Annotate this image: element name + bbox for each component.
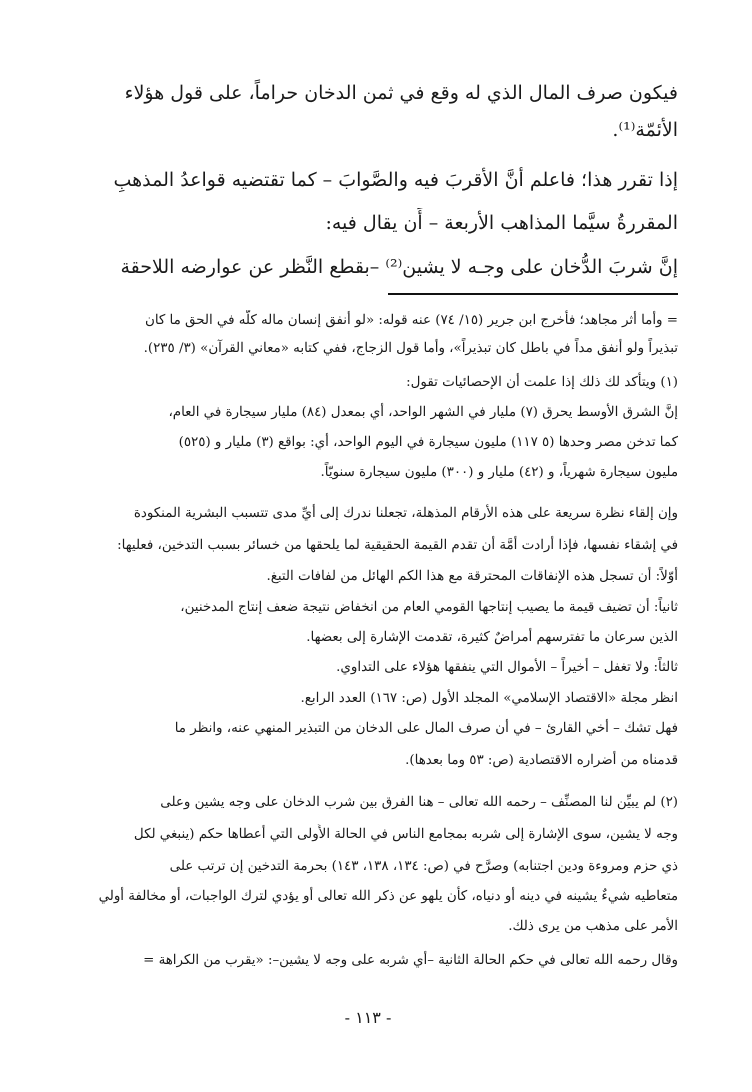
footnote-line: الذين سرعان ما تفترسهم أمراضٌ كثيرة، تقدمت الإشارة إلى بعضها. (306, 630, 678, 645)
footnote-line: الأمر على مذهب من يرى ذلك. (508, 919, 678, 934)
page-number: - ١١٣ - (344, 1008, 392, 1027)
footnote-line: (١) ويتأكد لك ذلك إذا علمت أن الإحصائيات تقول: (406, 375, 678, 390)
footnote-line: قدمناه من أضراره الاقتصادية (ص: ٥٣ وما بعدها). (405, 753, 678, 768)
main-text-line-5: إنَّ شربَ الدُّخان على وجـه لا يشين⁽²⁾ –بقطع النَّظر عن عوارضه اللاحقة (120, 256, 678, 278)
main-text-line-1: فيكون صرف المال الذي له وقع في ثمن الدخان حراماً، على قول هؤلاء (124, 82, 678, 104)
footnote-line: انظر مجلة «الاقتصاد الإسلامي» المجلد الأول (ص: ١٦٧) العدد الرابع. (300, 691, 678, 706)
footnote-line: فهل تشك – أخي القارئ – في أن صرف المال على الدخان من التبذير المنهي عنه، وانظر ما (174, 721, 678, 736)
footnote-line: وإن إلقاء نظرة سريعة على هذه الأرقام المذهلة، تجعلنا ندرك إلى أيِّ مدى تتسبب البشرية المنكودة (133, 506, 678, 521)
footnote-line: ثالثاً: ولا تغفل – أخيراً – الأموال التي ينفقها هؤلاء على التداوي. (336, 660, 678, 675)
footnote-line: متعاطيه شيءٌ يشينه في دينه أو دنياه، كأن يلهو عن ذكر الله تعالى أو يؤدي لترك الواجبات، أو مخالفة أُولي (98, 889, 678, 904)
footnote-line: تبذيراً ولو أنفق مداً في باطل كان تبذيراً»، وأما قول الزجاج، ففي كتابه «معاني القرآن» (٣/ ٢٣٥). (143, 341, 678, 356)
main-text-line-2: الأئمّة⁽¹⁾. (612, 119, 678, 141)
footnote-line: ذي حزم ومروءة ودين اجتنابه) وصرَّح في (ص: ١٣٤، ١٣٨، ١٤٣) بحرمة التدخين إن ترتب على (169, 859, 678, 874)
footnote-line: كما تدخن مصر وحدها (٥ ١١٧) مليون سيجارة في اليوم الواحد، أي: بواقع (٣) مليار و (٥٢٥) (178, 435, 678, 450)
main-text-line-3: إذا تقرر هذا؛ فاعلم أنَّ الأقربَ فيه والصَّوابَ – كما تقتضيه قواعدُ المذهبِ (113, 169, 678, 191)
main-text-line-4: المقررةُ سيَّما المذاهب الأربعة – أَن يقال فيه: (325, 212, 678, 234)
footnote-line: ثانياً: أن تضيف قيمة ما يصيب إنتاجها القومي العام من انخفاض نتيجة ضعف إنتاج المدخنين، (180, 600, 678, 615)
footnote-line: = وأما أثر مجاهد؛ فأخرج ابن جرير (١٥/ ٧٤) عنه قوله: «لو أنفق إنسان ماله كلّه في الحق ما كان (145, 313, 678, 328)
footnote-line: وقال رحمه الله تعالى في حكم الحالة الثانية –أي شربه على وجه لا يشين–: «يقرب من الكراهة = (143, 953, 678, 968)
footnote-line: وجه لا يشين، سوى الإشارة إلى شربه بمجامع الناس في الحالة الأُولى التي أعطاها حكم (ينبغي لكل (133, 827, 678, 842)
footnote-line: أوّلاً: أن تسجل هذه الإنفاقات المحترقة مع هذا الكم الهائل من لفافات التبغ. (266, 569, 678, 584)
footnote-line: مليون سيجارة شهرياً، و (٤٢) مليار و (٣٠٠) مليون سيجارة سنويّاً. (320, 465, 678, 480)
footnote-line: (٢) لم يبيِّن لنا المصنِّف – رحمه الله تعالى – هنا الفرق بين شرب الدخان على وجه يشين وعلى (160, 795, 678, 810)
footnote-separator (388, 293, 678, 295)
footnote-line: إنَّ الشرق الأوسط يحرق (٧) مليار في الشهر الواحد، أي بمعدل (٨٤) مليار سيجارة في العام، (168, 405, 678, 420)
footnote-line: في إشقاء نفسها، فإذا أرادت أُمَّة أن تقدم القيمة الحقيقية لما يلحقها من خسائر بسبب التدخين، فعليها: (117, 538, 678, 553)
book-page (58, 0, 678, 1092)
